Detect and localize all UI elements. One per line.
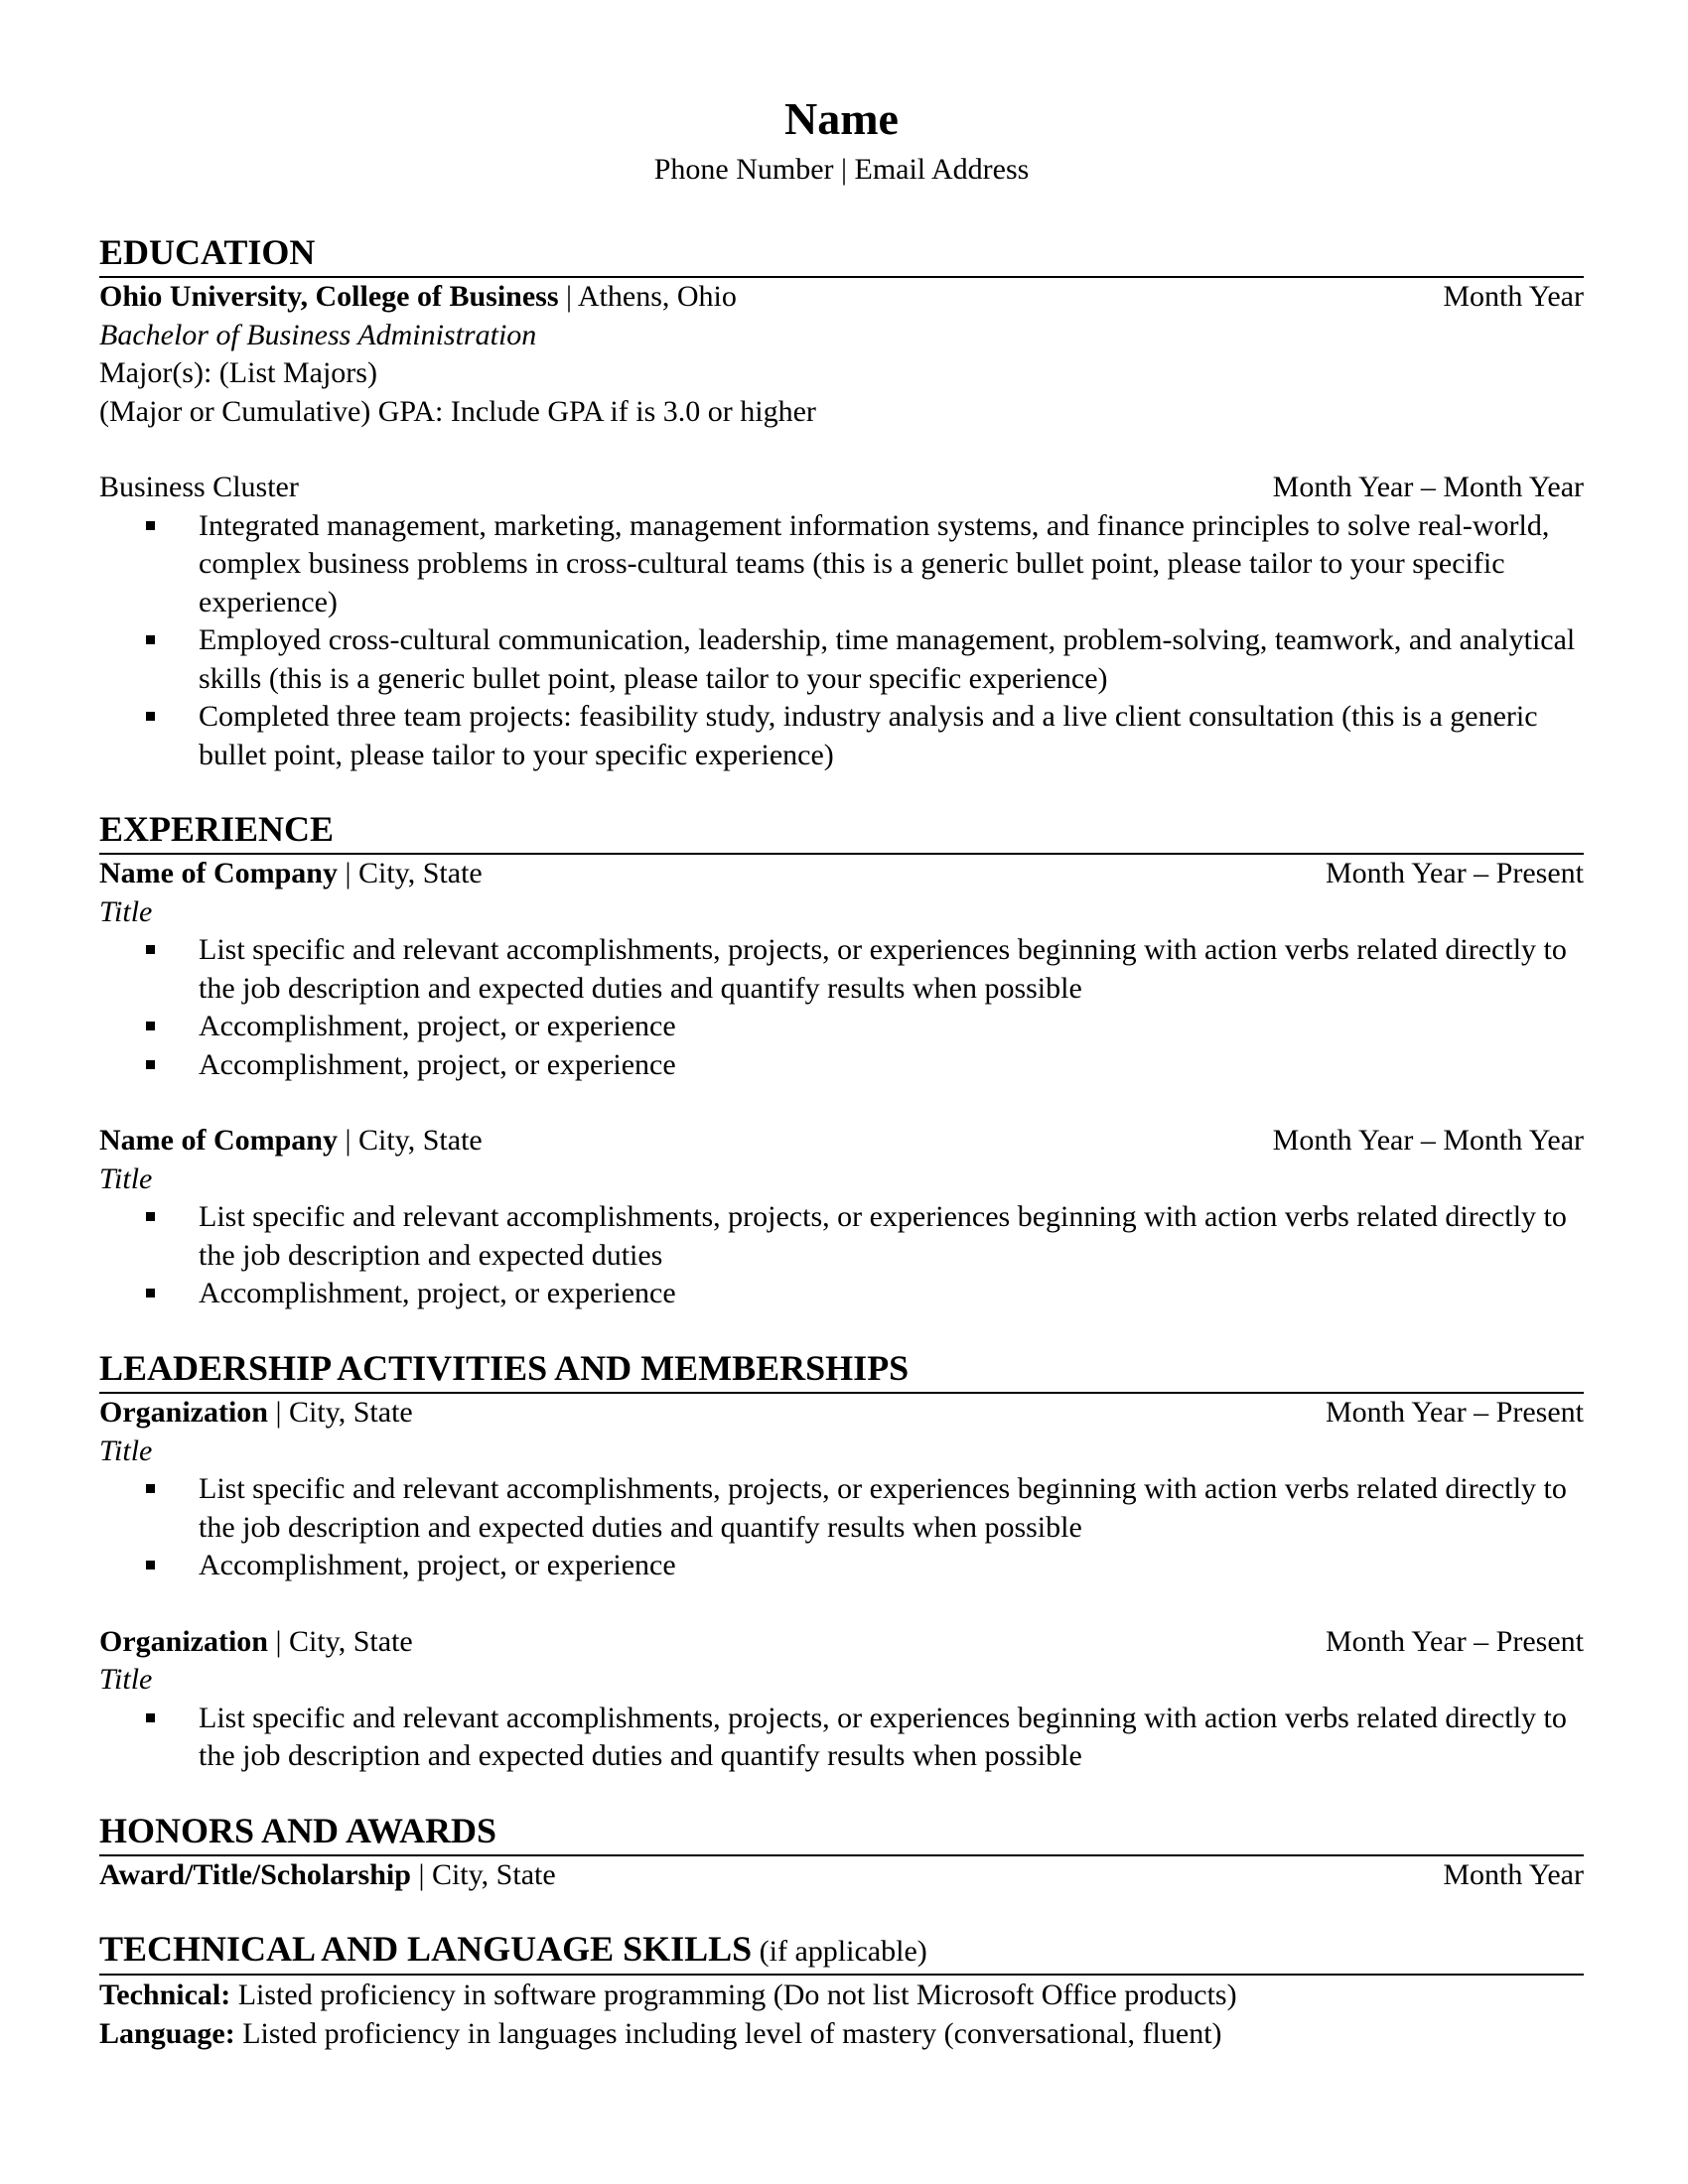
entry-date: Month Year – Present — [1326, 857, 1584, 890]
gpa: (Major or Cumulative) GPA: Include GPA if is 3.0 or higher — [99, 394, 816, 428]
entry-row — [99, 1394, 1584, 1433]
experience-entry — [99, 1122, 1584, 1313]
school-location: | Athens, Ohio — [558, 280, 737, 314]
resume-page — [99, 94, 1584, 2053]
technical-label: Technical: — [99, 1978, 231, 2011]
entry-org-info — [99, 1623, 413, 1662]
experience-section — [99, 808, 1584, 1313]
award-info — [99, 1856, 556, 1895]
school-info — [99, 278, 737, 317]
square-bullet-icon — [146, 1561, 155, 1570]
entry-row — [99, 1122, 1584, 1160]
bullet-text: List specific and relevant accomplishments, projects, or experiences beginning with action verbs related directly to the job description and expected duties and quantify results when possible — [199, 1701, 1567, 1773]
bullet-item — [199, 931, 1584, 1008]
bullet-text: Completed three team projects: feasibility study, industry analysis and a live client consultation (this is a generic bullet point, please tailor to your specific experience) — [199, 700, 1538, 771]
bullet-text: Accomplishment, project, or experience — [199, 1047, 676, 1081]
skills-section — [99, 1928, 1584, 2052]
experience-bullets — [99, 931, 1584, 1084]
award-location: | City, State — [410, 1857, 556, 1891]
bullet-text: List specific and relevant accomplishments, projects, or experiences beginning with action verbs related directly to the job description and expected duties — [199, 1200, 1567, 1272]
company-name: Name of Company — [99, 1124, 338, 1158]
school-date: Month Year — [1443, 280, 1584, 314]
bullet-text: Integrated management, marketing, management information systems, and finance principles to solve real-world, complex business problems in cross-cultural teams (this is a generic bullet point, please tailor to your specific experience) — [199, 508, 1550, 618]
square-bullet-icon — [146, 521, 155, 530]
language-text: Listed proficiency in languages including level of mastery (conversational, fluent) — [234, 2016, 1222, 2050]
leadership-bullets — [99, 1700, 1584, 1776]
leadership-heading: LEADERSHIP ACTIVITIES AND MEMBERSHIPS — [99, 1347, 1584, 1394]
square-bullet-icon — [146, 1484, 155, 1493]
organization-name: Organization — [99, 1396, 268, 1430]
bullet-text: Accomplishment, project, or experience — [199, 1010, 676, 1043]
award-row — [99, 1856, 1584, 1895]
bullet-item — [199, 1008, 1584, 1046]
majors: Major(s): (List Majors) — [99, 356, 377, 390]
technical-skills — [99, 1976, 1584, 2014]
school-name: Ohio University, College of Business — [99, 280, 559, 314]
education-heading: EDUCATION — [99, 231, 1584, 278]
cluster-date: Month Year – Month Year — [1272, 471, 1584, 504]
education-section — [99, 231, 1584, 774]
square-bullet-icon — [146, 1022, 155, 1030]
square-bullet-icon — [146, 1212, 155, 1221]
bullet-item — [199, 1198, 1584, 1275]
square-bullet-icon — [146, 635, 155, 644]
resume-name: Name — [784, 93, 899, 144]
entry-row — [99, 855, 1584, 893]
entry-row — [99, 1623, 1584, 1662]
bullet-text: Accomplishment, project, or experience — [199, 1549, 676, 1582]
bullet-item — [199, 1275, 1584, 1313]
leadership-bullets — [99, 1470, 1584, 1585]
entry-org-info — [99, 1394, 413, 1433]
square-bullet-icon — [146, 1060, 155, 1069]
degree: Bachelor of Business Administration — [99, 318, 537, 351]
bullet-item — [199, 1547, 1584, 1585]
cluster-row — [99, 469, 1584, 507]
language-label: Language: — [99, 2016, 235, 2050]
bullet-text: Accomplishment, project, or experience — [199, 1277, 676, 1310]
entry-org-info — [99, 855, 483, 893]
skills-heading-note: (if applicable) — [752, 1935, 927, 1969]
school-row — [99, 278, 1584, 317]
contact-line: Phone Number | Email Address — [653, 152, 1030, 186]
cluster-bullets — [99, 507, 1584, 775]
square-bullet-icon — [146, 1713, 155, 1722]
organization-location: | City, State — [268, 1396, 413, 1430]
company-location: | City, State — [338, 1124, 483, 1158]
skills-heading-text: TECHNICAL AND LANGUAGE SKILLS — [99, 1929, 753, 1970]
square-bullet-icon — [146, 712, 155, 721]
bullet-item — [199, 1700, 1584, 1776]
skills-heading — [99, 1928, 1584, 1975]
bullet-item — [199, 507, 1584, 622]
leadership-entry — [99, 1623, 1584, 1776]
bullet-text: List specific and relevant accomplishments, projects, or experiences beginning with action verbs related directly to the job description and expected duties and quantify results when possible — [199, 933, 1567, 1005]
honors-section — [99, 1810, 1584, 1895]
bullet-item — [199, 1046, 1584, 1085]
job-title: Title — [99, 894, 153, 928]
bullet-item — [199, 698, 1584, 774]
company-location: | City, State — [338, 857, 483, 890]
experience-entry — [99, 855, 1584, 1084]
square-bullet-icon — [146, 1289, 155, 1297]
leadership-section — [99, 1347, 1584, 1776]
cluster-name: Business Cluster — [99, 471, 299, 504]
job-title: Title — [99, 1161, 153, 1195]
award-date: Month Year — [1443, 1857, 1584, 1891]
bullet-text: List specific and relevant accomplishments, projects, or experiences beginning with action verbs related directly to the job description and expected duties and quantify results when possible — [199, 1472, 1567, 1544]
cluster-entry — [99, 469, 1584, 774]
bullet-text: Employed cross-cultural communication, leadership, time management, problem-solving, teamwork, and analytical skills (this is a generic bullet point, please tailor to your specific experience) — [199, 623, 1576, 695]
award-name: Award/Title/Scholarship — [99, 1857, 411, 1891]
honors-heading: HONORS AND AWARDS — [99, 1810, 1584, 1856]
bullet-item — [199, 621, 1584, 698]
entry-date: Month Year – Present — [1326, 1624, 1584, 1658]
organization-location: | City, State — [268, 1624, 413, 1658]
language-skills — [99, 2014, 1584, 2053]
bullet-item — [199, 1470, 1584, 1547]
role-title: Title — [99, 1663, 153, 1697]
technical-text: Listed proficiency in software programming (Do not list Microsoft Office products) — [230, 1978, 1237, 2011]
square-bullet-icon — [146, 945, 155, 954]
entry-org-info — [99, 1122, 483, 1160]
role-title: Title — [99, 1433, 153, 1467]
company-name: Name of Company — [99, 857, 338, 890]
experience-heading: EXPERIENCE — [99, 808, 1584, 855]
leadership-entry — [99, 1394, 1584, 1585]
experience-bullets — [99, 1198, 1584, 1313]
organization-name: Organization — [99, 1624, 268, 1658]
entry-date: Month Year – Month Year — [1272, 1124, 1584, 1158]
entry-date: Month Year – Present — [1326, 1396, 1584, 1430]
